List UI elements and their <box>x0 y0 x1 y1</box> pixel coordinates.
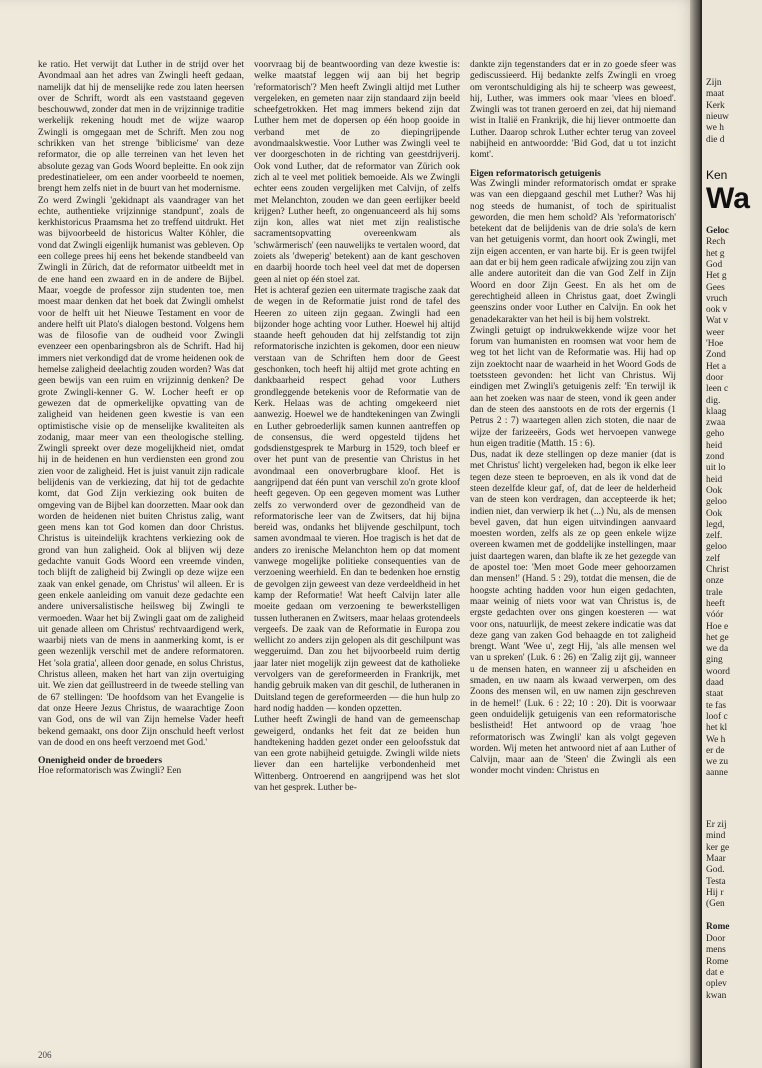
fragment-line: klaag <box>706 406 727 417</box>
fragment-line: trale <box>706 587 723 598</box>
fragment-line: het g <box>706 248 725 259</box>
fragment-line: mens <box>706 945 726 956</box>
fragment-line: nieuw <box>706 111 729 122</box>
book-gutter <box>690 0 702 1068</box>
fragment-line: weer <box>706 327 725 338</box>
fragment-line: ging <box>706 655 723 666</box>
fragment-line: Ook <box>706 508 723 519</box>
fragment-line: door <box>706 372 724 383</box>
paragraph: Het is achteraf gezien een uitermate tragische zaak dat de wegen in de Reformatie juist rond de tafel des Heeren zo uiteen zijn gegaan. Zwingli had een bijzonder hoge achting voor Luther. Hoewel hij altijd staande heeft gehouden dat hij zelfstandig tot zijn reformatorische inzichten is gekomen, door een nieuw verstaan van de Schriften hem door de Geest geschonken, toch heeft hij altijd met grote achting en dankbaarheid respect gehad voor Luthers grondleggende betekenis voor de Reformatie van de Kerk. Helaas was de achting omgekeerd niet aanwezig. Hoewel we de handtekeningen van Zwingli en Luther gebroederlijk samen kunnen aantreffen op de consensus, die werd opgesteld tijdens het godsdienstgesprek te Marburg in 1529, toch bleef er over het punt van de presentie van Christus in het avondmaal een onoverbrugbare kloof. Het is aangrijpend dat één punt van verschil zo'n grote kloof heeft gegeven. Op een gegeven moment was Luther zelfs zo verwonderd over de gezondheid van de reformatorische leer van de Zwitsers, dat hij bijna bereid was, ondanks het blijvende geschilpunt, toch samen avondmaal te vieren. Hoe tragisch is het dat de anders zo irenische Melanchton hem op dat moment vanwege mogelijke politieke consequenties van de verzoening weerhield. En dan te bedenken hoe ernstig de gevolgen zijn geweest van deze verdeeldheid in het kamp der Reformatie! Wat heeft Calvijn later alle moeite gedaan om verzoening te bewerkstelligen tussen lutheranen en Zwitsers, maar helaas grotendeels vergeefs. De zaak van de Reformatie in Europa zou wellicht zo anders zijn gelopen als dit geschilpunt was weggeruimd. Dan zou het bijvoorbeeld ruim dertig jaar later niet mogelijk zijn geweest dat de katholieke vervolgers van de gereformeerden in Frankrijk, met handig gebruik maken van dit geschil, de lutheranen in Duitsland tegen de gereformeerden — die hun hulp zo hard nodig hadden — konden opzetten. <box>254 285 460 714</box>
fragment-line: Geloc <box>706 226 729 236</box>
fragment-line: 'Hoe <box>706 339 724 349</box>
fragment-line: we zu <box>706 757 729 768</box>
fragment-line: zond <box>706 452 725 462</box>
fragment-line: Maar <box>706 853 726 864</box>
fragment-line: het ge <box>706 632 729 643</box>
fragment-line: (Gen <box>706 899 725 910</box>
fragment-line: geho <box>706 429 725 440</box>
fragment-line: Er zij <box>706 820 727 830</box>
fragment-line: zelf <box>706 553 721 564</box>
fragment-line: heid <box>706 474 723 485</box>
fragment-line: we da <box>706 644 729 655</box>
fragment-line: maat <box>706 89 725 100</box>
fragment-line: Wat v <box>706 316 728 327</box>
fragment-line: geloo <box>706 497 727 508</box>
paragraph: Luther heeft Zwingli de hand van de gemeenschap geweigerd, ondanks het feit dat ze beiden hun handtekening hadden gezet onder een geloofsstuk dat van een grote nabijheid getuigde. Zwingli wilde niets liever dan een hartelijke verbondenheid met Wittenberg. Ontroerend en aangrijpend was het slot van het gesprek. Luther be- <box>254 715 460 793</box>
fragment-line: Christ <box>706 565 729 575</box>
fragment-line: Gees <box>706 282 725 293</box>
fragment-line: ook v <box>706 305 728 316</box>
fragment-line: heeft <box>706 598 725 609</box>
fragment-header-small: Ken <box>706 168 728 182</box>
fragment-line: Kerk <box>706 100 725 111</box>
fragment-line: God. <box>706 865 725 876</box>
fragment-line: het kl <box>706 723 728 734</box>
fragment-line: heid <box>706 440 723 451</box>
fragment-line: ker ge <box>706 842 730 853</box>
fragment-line: mind <box>706 831 726 842</box>
paragraph: Zo werd Zwingli 'gekidnapt als vaandrager van het echte, authentieke vrijzinnige standpunt', zoals de kerkhistoricus Praamsma het zo treffend uitdrukt. Het was bijvoorbeeld de historicus Walter Köhler, die vond dat Zwingli eigenlijk humanist was gebleven. Op een college prees hij eens het bekende standbeeld van Zwingli in Zürich, dat de reformator uitbeeldt met in de ene hand een zwaard en in de andere de Bijbel. Maar, voegde de professor zijn studenten toe, men moest maar denken dat het boek dat Zwingli omhelst voor de helft uit het Nieuwe Testament en voor de andere helft uit Plato's dialogen bestond. Volgens hem was de filosofie van de oudheid voor Zwingli evenzeer een openbaringsbron als de Schrift. Had hij immers niet verkondigd dat de vrome heidenen ook de hemelse zaligheid deelachtig zouden worden? Was dat geen bewijs van een ruim en vrijzinnig denken? De grote Zwingli-kenner G. W. Locher heeft er op gewezen dat de opmerkelijke opvatting van de zaligheid van heidenen geen kwestie is van een optimistische visie op de menselijke kwaliteiten als zodanig, maar meer van een theologische stelling. Zwingli spreekt over deze mogelijkheid niet, omdat hij in de heidenen en hun verdiensten een grond zou zien voor de zaligheid. Het is juist vanuit zijn radicale belijdenis van de verkiezing, dat hij tot de gedachte komt, dat God Zijn verkiezing ook buiten de omgeving van de Bijbel kan doorzetten. Maar ook dan worden de heidenen niet buiten Christus zalig, want geen mens kan tot God komen dan door Christus. Christus is uiteindelijk krachtens verkiezing ook de grond van hun zaligheid. Ook al blijven wij deze gedachte vanuit Gods Woord een vreemde vinden, toch blijft de zaligheid bij Zwingli op deze wijze een zaak van enkel genade, om Christus' wil alleen. Er is geen enkele aanleiding om vanuit deze gedachte een andere universalistische heilsweg bij Zwingli te vermoeden. Waar het bij Zwingli gaat om de zaligheid uit genade alleen om Christus' rechtvaardigend werk, waarbij niets van de mens in aanmerking komt, is er geen wezenlijk verschil met de andere reformatoren. Het 'sola gratia', alleen door genade, en solus Christus, Christus alleen, maken het hart van zijn overtuiging uit. We zien dat geïllustreerd in de tweede stelling van de 67 stellingen: 'De hoofdsom van het Evangelie is dat onze Heere Jezus Christus, de waarachtige Zoon van God, ons de wil van Zijn hemelse Vader heeft bekend gemaakt, ons door Zijn onschuld heeft verlost van de dood en ons heeft verzoend met God.' <box>38 195 244 748</box>
fragment-line: Hoe e <box>706 621 729 632</box>
fragment-line: Ook <box>706 485 723 496</box>
fragment-line: oplev <box>706 979 727 990</box>
fragment-line: te fas <box>706 700 727 711</box>
fragment-line: dig. <box>706 395 721 406</box>
fragment-line: Rech <box>706 237 726 248</box>
column-3 <box>470 60 676 778</box>
fragment-header-large: Wa <box>706 182 750 215</box>
fragment-line: leen c <box>706 384 729 395</box>
fragment-line: uit lo <box>706 463 726 474</box>
paragraph: Dus, nadat ik deze stellingen op deze manier (dat is met Christus' licht) vergeleken had, begon ik elke leer tegen deze steen te beproeven, en als ik vond dat de steen dezelfde kleur gaf, of, dat de leer de helderheid van de steen kon verdragen, dan accepteerde ik het; indien niet, dan verwierp ik het (...) Nu, als de mensen bevel gaven, dat hun eigen uitvindingen aanvaard moesten worden, zelfs als ze op geen enkele wijze overeen kwamen met de goddelijke instellingen, maar juist daartegen waren, dan blafte ik ze het gezegde van de apostel toe: 'Men moet Gode meer gehoorzamen dan mensen!' (Hand. 5 : 29), totdat die mensen, die de hoogste achting hadden voor hun eigen gedachten, maar weinig of niets voor wat van Christus is, de ergste gedachten over ons gingen koesteren — wat voor ons, natuurlijk, de meest zekere indicatie was dat deze gang van zaken God behaagde en tot zaligheid brengt. Want 'Wee u', zegt Hij, 'als alle mensen wel van u spreken' (Luk. 6 : 26) en 'Zalig zijt gij, wanneer u de mensen haten, en wanneer zij u afscheiden en smaden, en uw naam als kwaad verwerpen, om des Zoons des mensen wil, en uw namen zijn geschreven in de hemel!' (Luk. 6 : 22; 10 : 20). Dit is voorwaar geen onduidelijk getuigenis van een reformatorische beslistheid! Het antwoord op de vraag 'hoe reformatorisch was Zwingli' kan als volgt gegeven worden. Wij meten het antwoord niet af aan Luther of Calvijn, maar aan de 'Steen' die Zwingli als een wonder mocht vinden: Christus en <box>470 450 676 777</box>
fragment-line: Door <box>706 934 726 944</box>
page-number: 206 <box>38 1050 52 1060</box>
fragment-line: staat <box>706 689 724 700</box>
fragment-line: Zijn <box>706 78 722 88</box>
fragment-line: woord <box>706 666 730 677</box>
fragment-line: Rome <box>706 922 730 932</box>
fragment-line: die d <box>706 134 725 145</box>
column-1 <box>38 60 244 778</box>
fragment-line: Rome <box>706 956 729 967</box>
fragment-line: geloo <box>706 542 727 553</box>
fragment-line: Het g <box>706 271 727 282</box>
section-heading: Onenigheid onder de broeders <box>38 755 163 767</box>
fragment-line: zelf. <box>706 531 723 542</box>
fragment-line: zwaa <box>706 418 726 429</box>
paragraph: ke ratio. Het verwijt dat Luther in de strijd over het Avondmaal aan het adres van Zwingli heeft gedaan, namelijk dat hij de menselijke rede zou laten heersen over de Schrift, wordt als een vaststaand gegeven beschouwwd, zonder dat men in de vrijzinnige traditie werkelijk rekening houdt met de wijze waarop Zwingli is omgegaan met de Schrift. Men zou nog schrikken van het strenge 'biblicisme' van deze reformator, die op alle terreinen van het leven het absolute gezag van Gods Woord bepleitte. En ook zijn predestinatieleer, om een ander voorbeeld te noemen, brengt hem zelfs niet in de buurt van het modernisme. <box>38 60 244 195</box>
fragment-line: Hij r <box>706 887 724 898</box>
fragment-line: We h <box>706 734 726 745</box>
column-2 <box>254 60 460 794</box>
paragraph: Hoe reformatorisch was Zwingli? Een <box>38 766 182 777</box>
paragraph: dankte zijn tegenstanders dat er in zo goede sfeer was gediscussieerd. Hij bedankte zelfs Zwingli en vroeg om verontschuldiging als hij te scheerp was geweest, hij, Luther, was immers ook maar 'vlees en bloed'. Zwingli was tot tranen geroerd en zei, dat hij niemand wist in Italië en Frankrijk, die hij liever ontmoette dan Luther. Daarop schrok Luther echter terug van zoveel nabijheid en antwoordde: 'Bid God, dat u tot inzicht komt'. <box>470 60 676 161</box>
fragment-line: legd, <box>706 519 725 530</box>
section-heading: Eigen reformatorisch getuigenis <box>470 167 601 179</box>
fragment-line: daad <box>706 678 724 688</box>
fragment-line: er de <box>706 745 725 756</box>
fragment-line: dat e <box>706 967 724 978</box>
paragraph: voorvraag bij de beantwoording van deze kwestie is: welke maatstaf leggen wij aan bij het begrip 'reformatorisch'? Men heeft Zwingli altijd met Luther vergeleken, en gemeten naar zijn standaard zijn beeld scheefgetrokken. Het mag immers bekend zijn dat Luther hem met de dopersen op één hoop gooide in verband met de zo diepingrijpende avondmaalskwestie. Voor Luther was Zwingli veel te ver doorgeschoten in de richting van geestdrijverij. Ook vond Luther, dat de reformator van Zürich ook zich al te veel met politiek bemoeide. Als we Zwingli echter eens zouden vergelijken met Calvijn, of zelfs met Melanchton, zouden we dan geen eerlijker beeld krijgen? Luther heeft, zo ongenuanceerd als hij soms zijn kon, alles wat niet met zijn realistische sacramentsopvatting overeenkwam als 'schwärmerisch' (een nauwelijks te vertalen woord, dat zoiets als 'dweperig' betekent) aan de kant geschoven en daarbij hoorde toch heel veel dat met de dopersen geen al niet op één stoel zat. <box>254 60 460 285</box>
fragment-line: we h <box>706 123 724 134</box>
paragraph: Zwingli getuigt op indrukwekkende wijze voor het forum van humanisten en roomsen wat voor hem de weg tot het licht van de Reformatie was. Hij had op zijn zoektocht naar de waarheid in het Woord Gods de toetssteen gevonden: het licht van Christus. Wij eindigen met Zwingli's getuigenis zelf: 'En terwijl ik aan het zoeken was naar de steen, vond ik geen ander dan de steen des aanstoots en de rots der ergernis (1 Petrus 2 : 7) waartegen allen zich stoten, die naar de wijze der farizeeërs, Gods wet hervoepen vanwege hun eigen traditie (Matth. 15 : 6). <box>470 325 676 449</box>
fragment-line: aanne <box>706 768 728 779</box>
fragment-line: loof c <box>706 711 728 722</box>
fragment-line: onze <box>706 576 724 587</box>
fragment-line: Het a <box>706 361 727 372</box>
fragment-line: vóór <box>706 610 724 621</box>
fragment-line: vruch <box>706 293 728 304</box>
fragment-line: kwan <box>706 990 727 1001</box>
paragraph: Was Zwingli minder reformatorisch omdat er sprake was van een diepgaand geschil met Luther? Was hij nog steeds de humanist, of toch de spiritualist geworden, die men hem schold? Als 'reformatorisch' betekent dat de belijdenis van de drie sola's de kern van het getuigenis vormt, dan hoort ook Zwingli, met zijn eigen accenten, er van harte bij. Er is geen twijfel aan dat er bij hem geen radicale afwijzing zou zijn van alle andere autoriteit dan die van God Zelf in Zijn Woord en door Zijn Geest. En als het om de gerechtigheid alleen in Christus gaat, doet Zwingli geenszins onder voor Luther en Calvijn. En ook het genadekarakter van het heil is bij hem volstrekt. <box>470 178 676 325</box>
fragment-line: Zond <box>706 350 726 361</box>
fragment-line: Testa <box>706 876 726 887</box>
fragment-line: God <box>706 259 723 270</box>
